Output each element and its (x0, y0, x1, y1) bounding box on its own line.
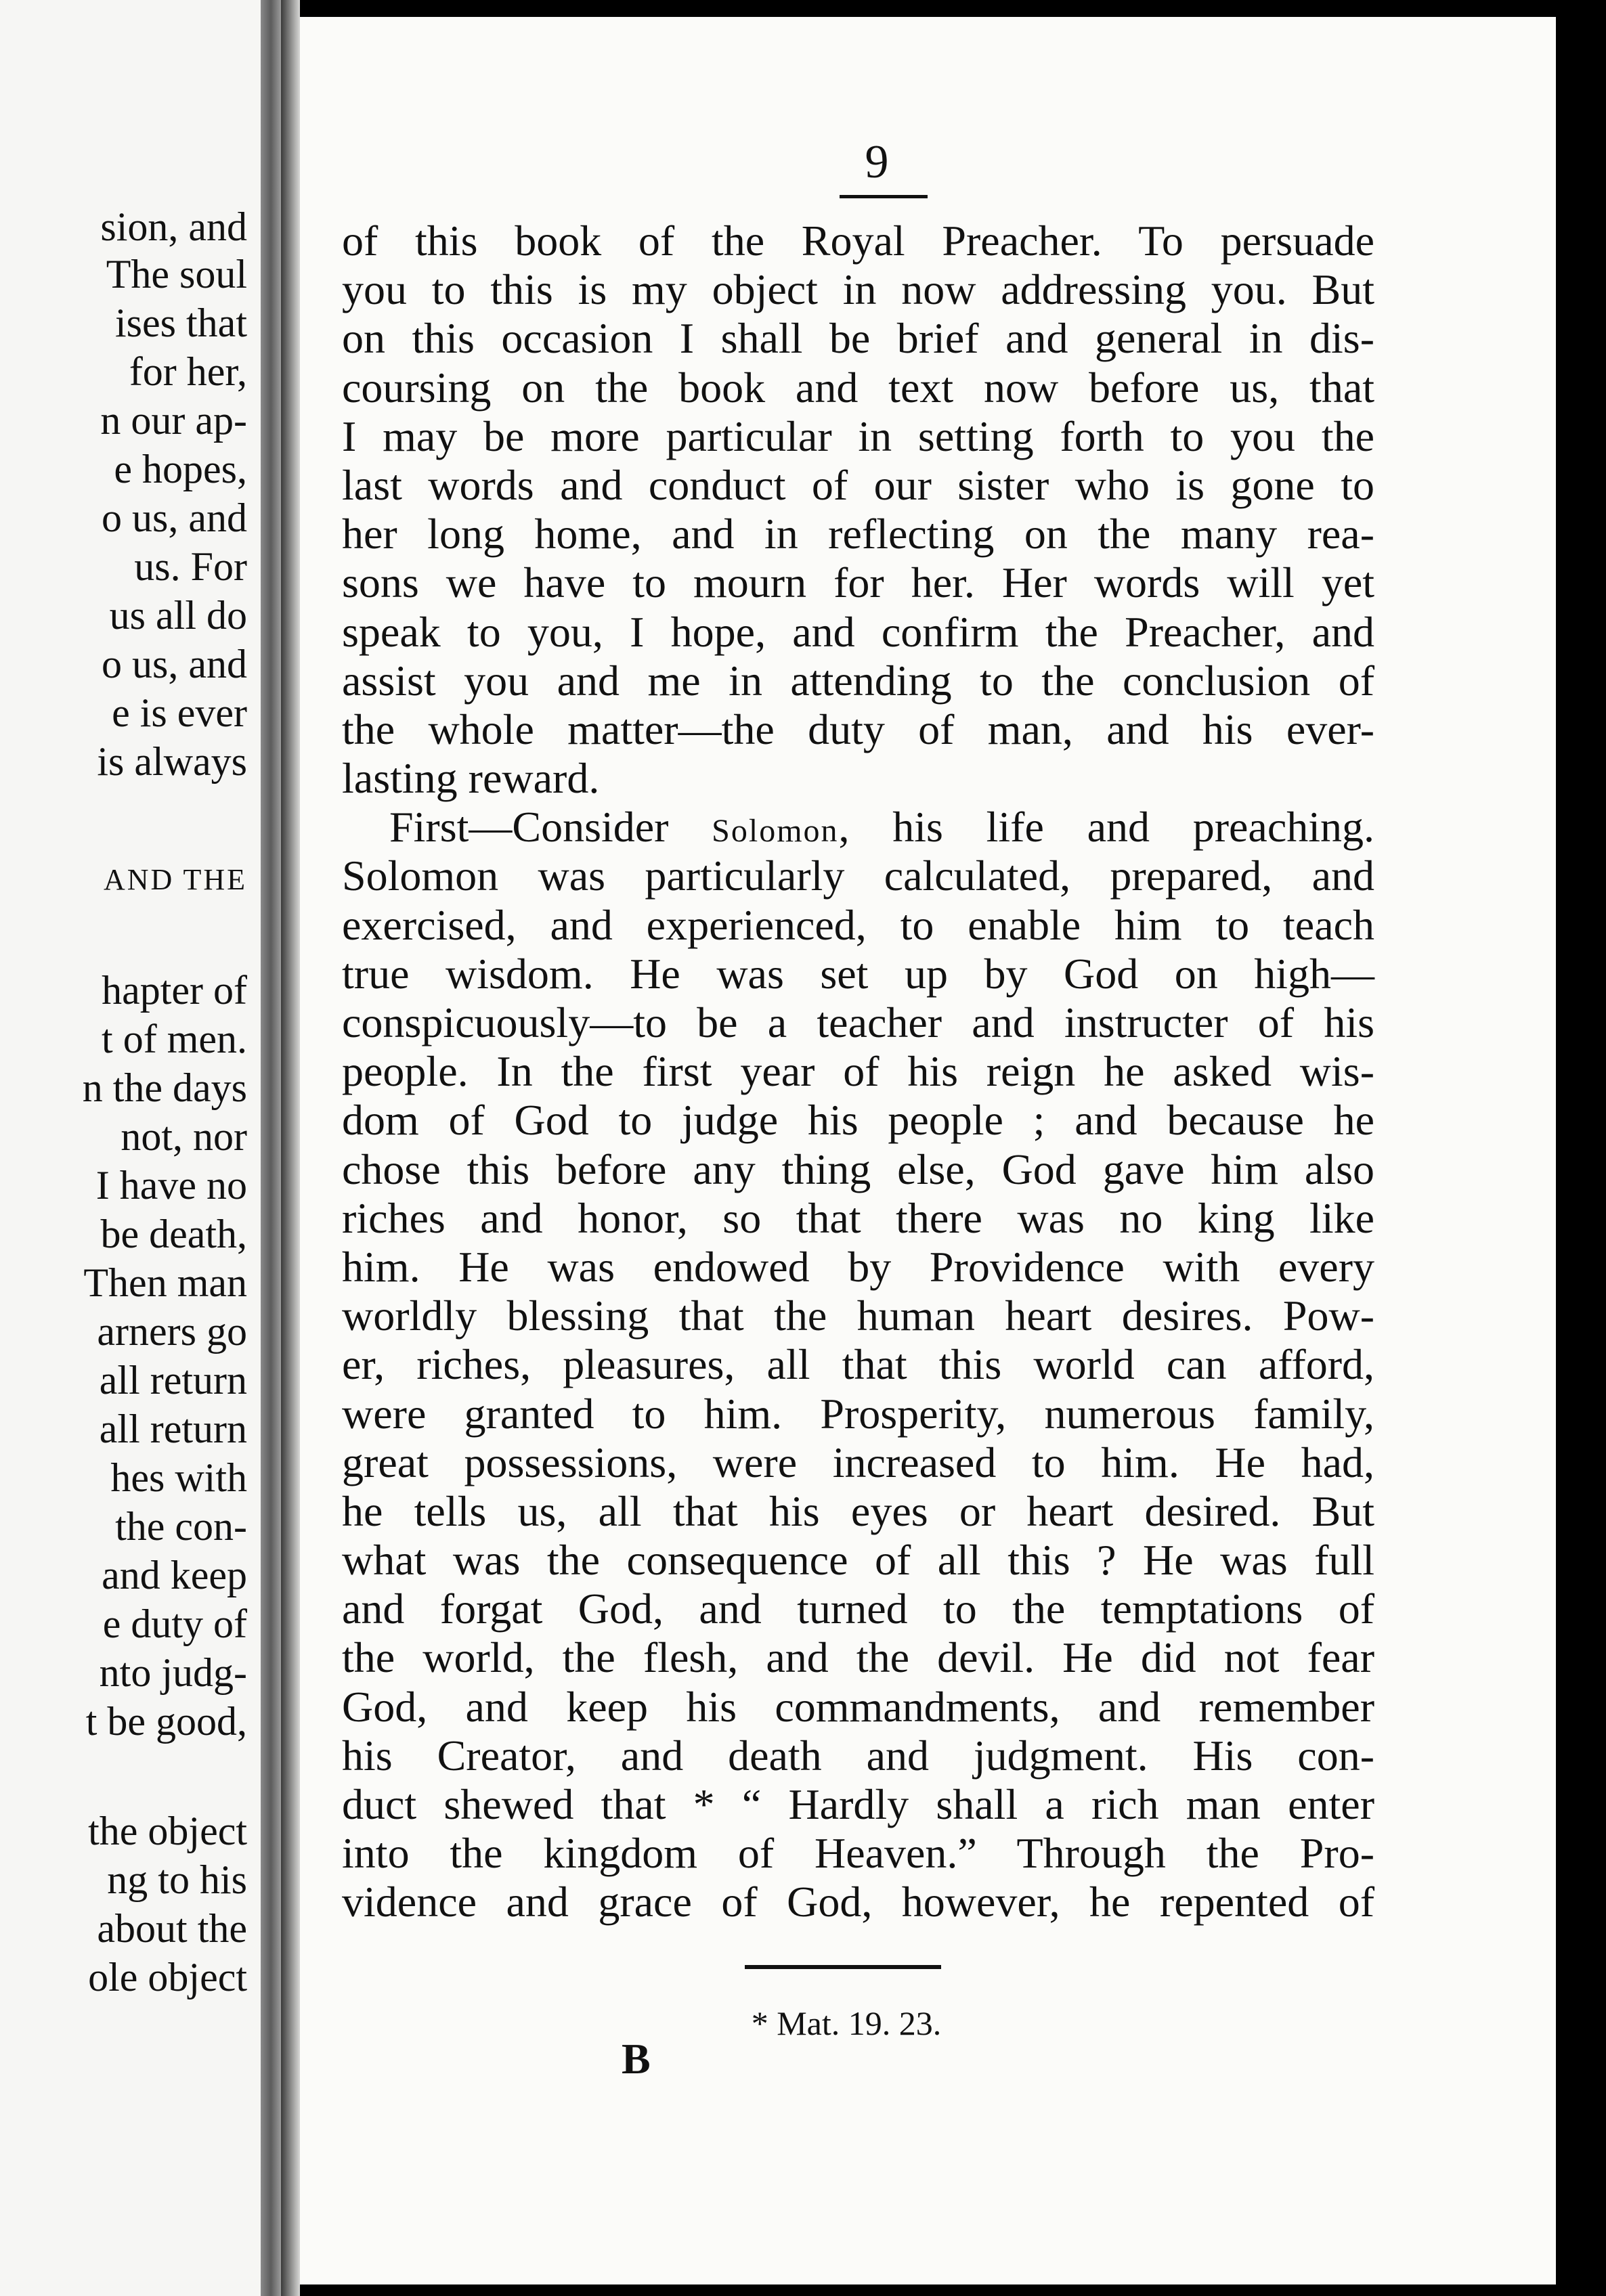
text-line: into the kingdom of Heaven.” Through the Pro- (342, 1829, 1374, 1878)
text-line: conspicuously—to be a teacher and instructer of his (342, 998, 1374, 1046)
left-page-fragment: o us, and (102, 495, 247, 540)
left-page-fragment: us all do (109, 593, 247, 638)
text-line: lasting reward. (342, 754, 600, 803)
left-page-fragment: is always (97, 739, 247, 784)
left-page-fragment: the con- (115, 1504, 247, 1549)
text-line: speak to you, I hope, and confirm the Preacher, and (342, 607, 1374, 656)
book-gutter (261, 0, 281, 2296)
page-number: 9 (865, 136, 889, 188)
text-line: his Creator, and death and judgment. His con- (342, 1731, 1374, 1780)
text-line: I may be more particular in setting forth to you the (342, 412, 1374, 460)
text-line: what was the consequence of all this ? He was full (342, 1536, 1374, 1585)
text-line: you to this is my object in now addressing you. But (342, 265, 1374, 314)
text-line: the whole matter—the duty of man, and his ever- (342, 705, 1374, 753)
left-page-fragment: for her, (129, 349, 247, 394)
left-page-fragment: t of men. (102, 1017, 247, 1061)
left-page-fragment: hes with (110, 1455, 247, 1500)
small-caps-name: Solomon (712, 813, 839, 849)
left-page-fragment: t be good, (85, 1699, 247, 1744)
text-line: her long home, and in reflecting on the many rea- (342, 510, 1374, 558)
left-page-fragment: e hopes, (114, 447, 247, 491)
text-line: were granted to him. Prosperity, numerous family, (342, 1389, 1374, 1438)
left-page-fragment: e duty of (102, 1602, 247, 1646)
left-page-fragment: sion, and (100, 204, 247, 249)
text-line: he tells us, all that his eyes or heart desired. But (342, 1486, 1374, 1535)
text-line: duct shewed that * “ Hardly shall a rich man enter (342, 1780, 1374, 1828)
text-line: assist you and me in attending to the conclusion of (342, 656, 1374, 705)
left-page-fragment: n our ap- (100, 398, 247, 443)
left-page-fragment: and keep (102, 1553, 247, 1597)
text-line: on this occasion I shall be brief and general in dis- (342, 314, 1374, 363)
left-page-fragment: ng to his (107, 1857, 247, 1902)
paragraph-first-line (342, 803, 1374, 852)
left-page-fragment: ole object (88, 1955, 247, 2000)
text-line: people. In the first year of his reign he asked wis- (342, 1047, 1374, 1096)
footnote: * Mat. 19. 23. (751, 2004, 942, 2042)
left-page-fragment: not, nor (121, 1114, 247, 1159)
left-page-fragment: I have no (95, 1163, 247, 1208)
left-page-fragment: be death, (100, 1212, 247, 1256)
text-run: First—Consider (389, 803, 669, 852)
left-page-fragment: the object (88, 1809, 247, 1853)
left-page-fragment: all return (99, 1358, 247, 1403)
left-page-fragment: arners go (97, 1309, 247, 1354)
text-line: worldly blessing that the human heart desires. Pow- (342, 1292, 1374, 1340)
left-page-fragment: us. For (134, 544, 247, 589)
signature-mark: B (622, 2035, 651, 2083)
left-page-fragment: ises that (115, 301, 247, 345)
text-line: of this book of the Royal Preacher. To persuade (342, 217, 1374, 265)
text-line: God, and keep his commandments, and remember (342, 1682, 1374, 1731)
text-line: vidence and grace of God, however, he repented of (342, 1878, 1374, 1926)
left-page-fragment: The soul (106, 252, 247, 296)
left-page-fragment: about the (97, 1906, 247, 1951)
body-text (342, 217, 1374, 1927)
left-page-fragment: all return (99, 1407, 247, 1451)
left-page (0, 0, 261, 2296)
text-line: sons we have to mourn for her. Her words will yet (342, 558, 1374, 607)
left-page-fragment: Then man (83, 1260, 247, 1305)
text-line: last words and conduct of our sister who is gone to (342, 460, 1374, 509)
spine-shadow (281, 0, 300, 2296)
text-run: , his life and preaching. (838, 803, 1375, 852)
text-line: the world, the flesh, and the devil. He did not fear (342, 1633, 1374, 1682)
left-page-fragment: nto judg- (99, 1650, 247, 1695)
text-line: chose this before any thing else, God gave him also (342, 1145, 1374, 1193)
text-line: coursing on the book and text now before us, that (342, 363, 1374, 412)
footnote-rule (745, 1965, 941, 1969)
left-page-fragment: o us, and (102, 642, 247, 686)
text-line: er, riches, pleasures, all that this world can afford, (342, 1340, 1374, 1389)
left-page-fragment: e is ever (112, 690, 247, 735)
scan-border (1556, 0, 1606, 2296)
text-line: him. He was endowed by Providence with every (342, 1242, 1374, 1291)
left-page-fragment: hapter of (102, 968, 247, 1013)
left-page-fragment: AND THE (103, 863, 247, 896)
text-line: true wisdom. He was set up by God on high— (342, 949, 1374, 998)
text-line: Solomon was particularly calculated, prepared, and (342, 852, 1374, 900)
left-page-fragment: n the days (82, 1065, 247, 1110)
text-line: exercised, and experienced, to enable him to teach (342, 900, 1374, 949)
text-line: and forgat God, and turned to the temptations of (342, 1585, 1374, 1633)
text-line: dom of God to judge his people ; and because he (342, 1096, 1374, 1145)
text-line: riches and honor, so that there was no king like (342, 1193, 1374, 1242)
page-number-rule (840, 195, 928, 198)
text-line: great possessions, were increased to him. He had, (342, 1438, 1374, 1486)
